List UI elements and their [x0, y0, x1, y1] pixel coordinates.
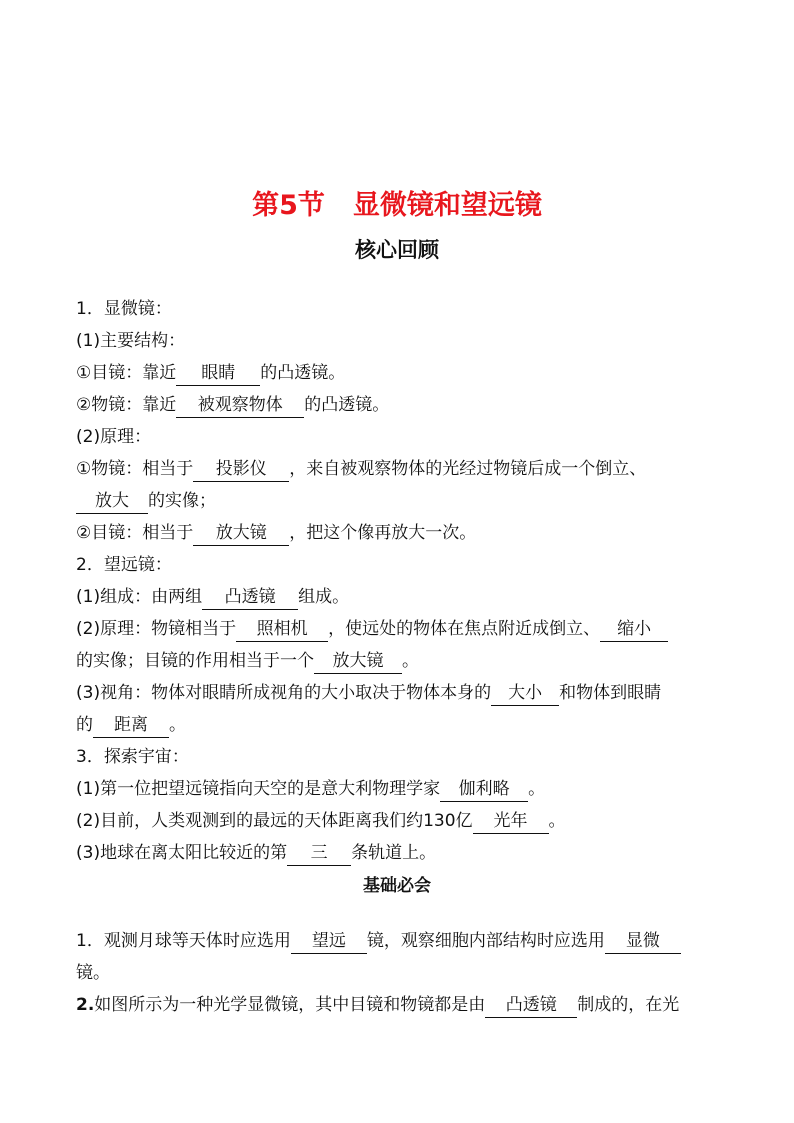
answer-blank: 放大 — [76, 489, 148, 514]
q2-angle-line: (3)视角：物体对眼睛所成视角的大小取决于物体本身的 大小 和物体到眼睛 — [76, 678, 724, 708]
q2-composition-line: (1)组成：由两组 凸透镜 组成。 — [76, 582, 724, 612]
b1-line-2: 镜。 — [76, 963, 110, 983]
answer-blank: 眼睛 — [176, 361, 260, 386]
q1-eyepiece-line: ①目镜：靠近 眼睛 的凸透镜。 — [76, 358, 724, 388]
answer-blank: 放大镜 — [314, 649, 402, 674]
answer-blank: 距离 — [93, 713, 169, 738]
b1-line: 1．观测月球等天体时应选用 望远 镜，观察细胞内部结构时应选用 显微 — [76, 926, 724, 956]
q1-principle-heading: (2)原理： — [76, 427, 152, 447]
answer-blank: 缩小 — [600, 617, 668, 642]
page-title — [0, 186, 794, 226]
core-review-heading: 核心回顾 — [355, 238, 439, 262]
answer-blank: 显微 — [605, 929, 681, 954]
answer-blank: 凸透镜 — [202, 585, 298, 610]
q1-objective-line: ②物镜：靠近 被观察物体 的凸透镜。 — [76, 390, 724, 420]
q1-label: 1．显微镜： — [76, 299, 172, 319]
q3-orbit-line: (3)地球在离太阳比较近的第 三 条轨道上。 — [76, 838, 724, 868]
q3-label: 3．探索宇宙： — [76, 747, 189, 767]
q1-principle-objective-line-2: 放大 的实像； — [76, 486, 724, 516]
answer-blank: 大小 — [491, 681, 559, 706]
answer-blank: 被观察物体 — [176, 393, 304, 418]
q1-principle-objective-line: ①物镜：相当于 投影仪 ，来自被观察物体的光经过物镜后成一个倒立、 — [76, 454, 724, 484]
b2-line: 2.如图所示为一种光学显微镜，其中目镜和物镜都是由 凸透镜 制成的，在光 — [76, 990, 724, 1020]
chapter-name: 显微镜和望远镜 — [352, 190, 542, 221]
answer-blank: 放大镜 — [193, 521, 289, 546]
q1-structure-heading: (1)主要结构： — [76, 331, 186, 351]
q2-principle-line-2: 的实像；目镜的作用相当于一个 放大镜 。 — [76, 646, 724, 676]
q3-distance-line: (2)目前，人类观测到的最远的天体距离我们约130亿 光年 。 — [76, 806, 724, 836]
q2-principle-line: (2)原理：物镜相当于 照相机 ，使远处的物体在焦点附近成倒立、 缩小 — [76, 614, 724, 644]
q2-angle-line-2: 的 距离 。 — [76, 710, 724, 740]
basics-heading: 基础必会 — [363, 876, 431, 896]
q3-galileo-line: (1)第一位把望远镜指向天空的是意大利物理学家 伽利略 。 — [76, 774, 724, 804]
answer-blank: 照相机 — [236, 617, 328, 642]
chapter-number: 第5节 — [252, 190, 325, 221]
q1-principle-eyepiece-line: ②目镜：相当于 放大镜 ，把这个像再放大一次。 — [76, 518, 724, 548]
answer-blank: 望远 — [291, 929, 367, 954]
answer-blank: 三 — [287, 841, 351, 866]
q2-label: 2．望远镜： — [76, 555, 172, 575]
answer-blank: 光年 — [473, 809, 549, 834]
answer-blank: 凸透镜 — [485, 993, 577, 1018]
answer-blank: 投影仪 — [193, 457, 289, 482]
answer-blank: 伽利略 — [440, 777, 528, 802]
